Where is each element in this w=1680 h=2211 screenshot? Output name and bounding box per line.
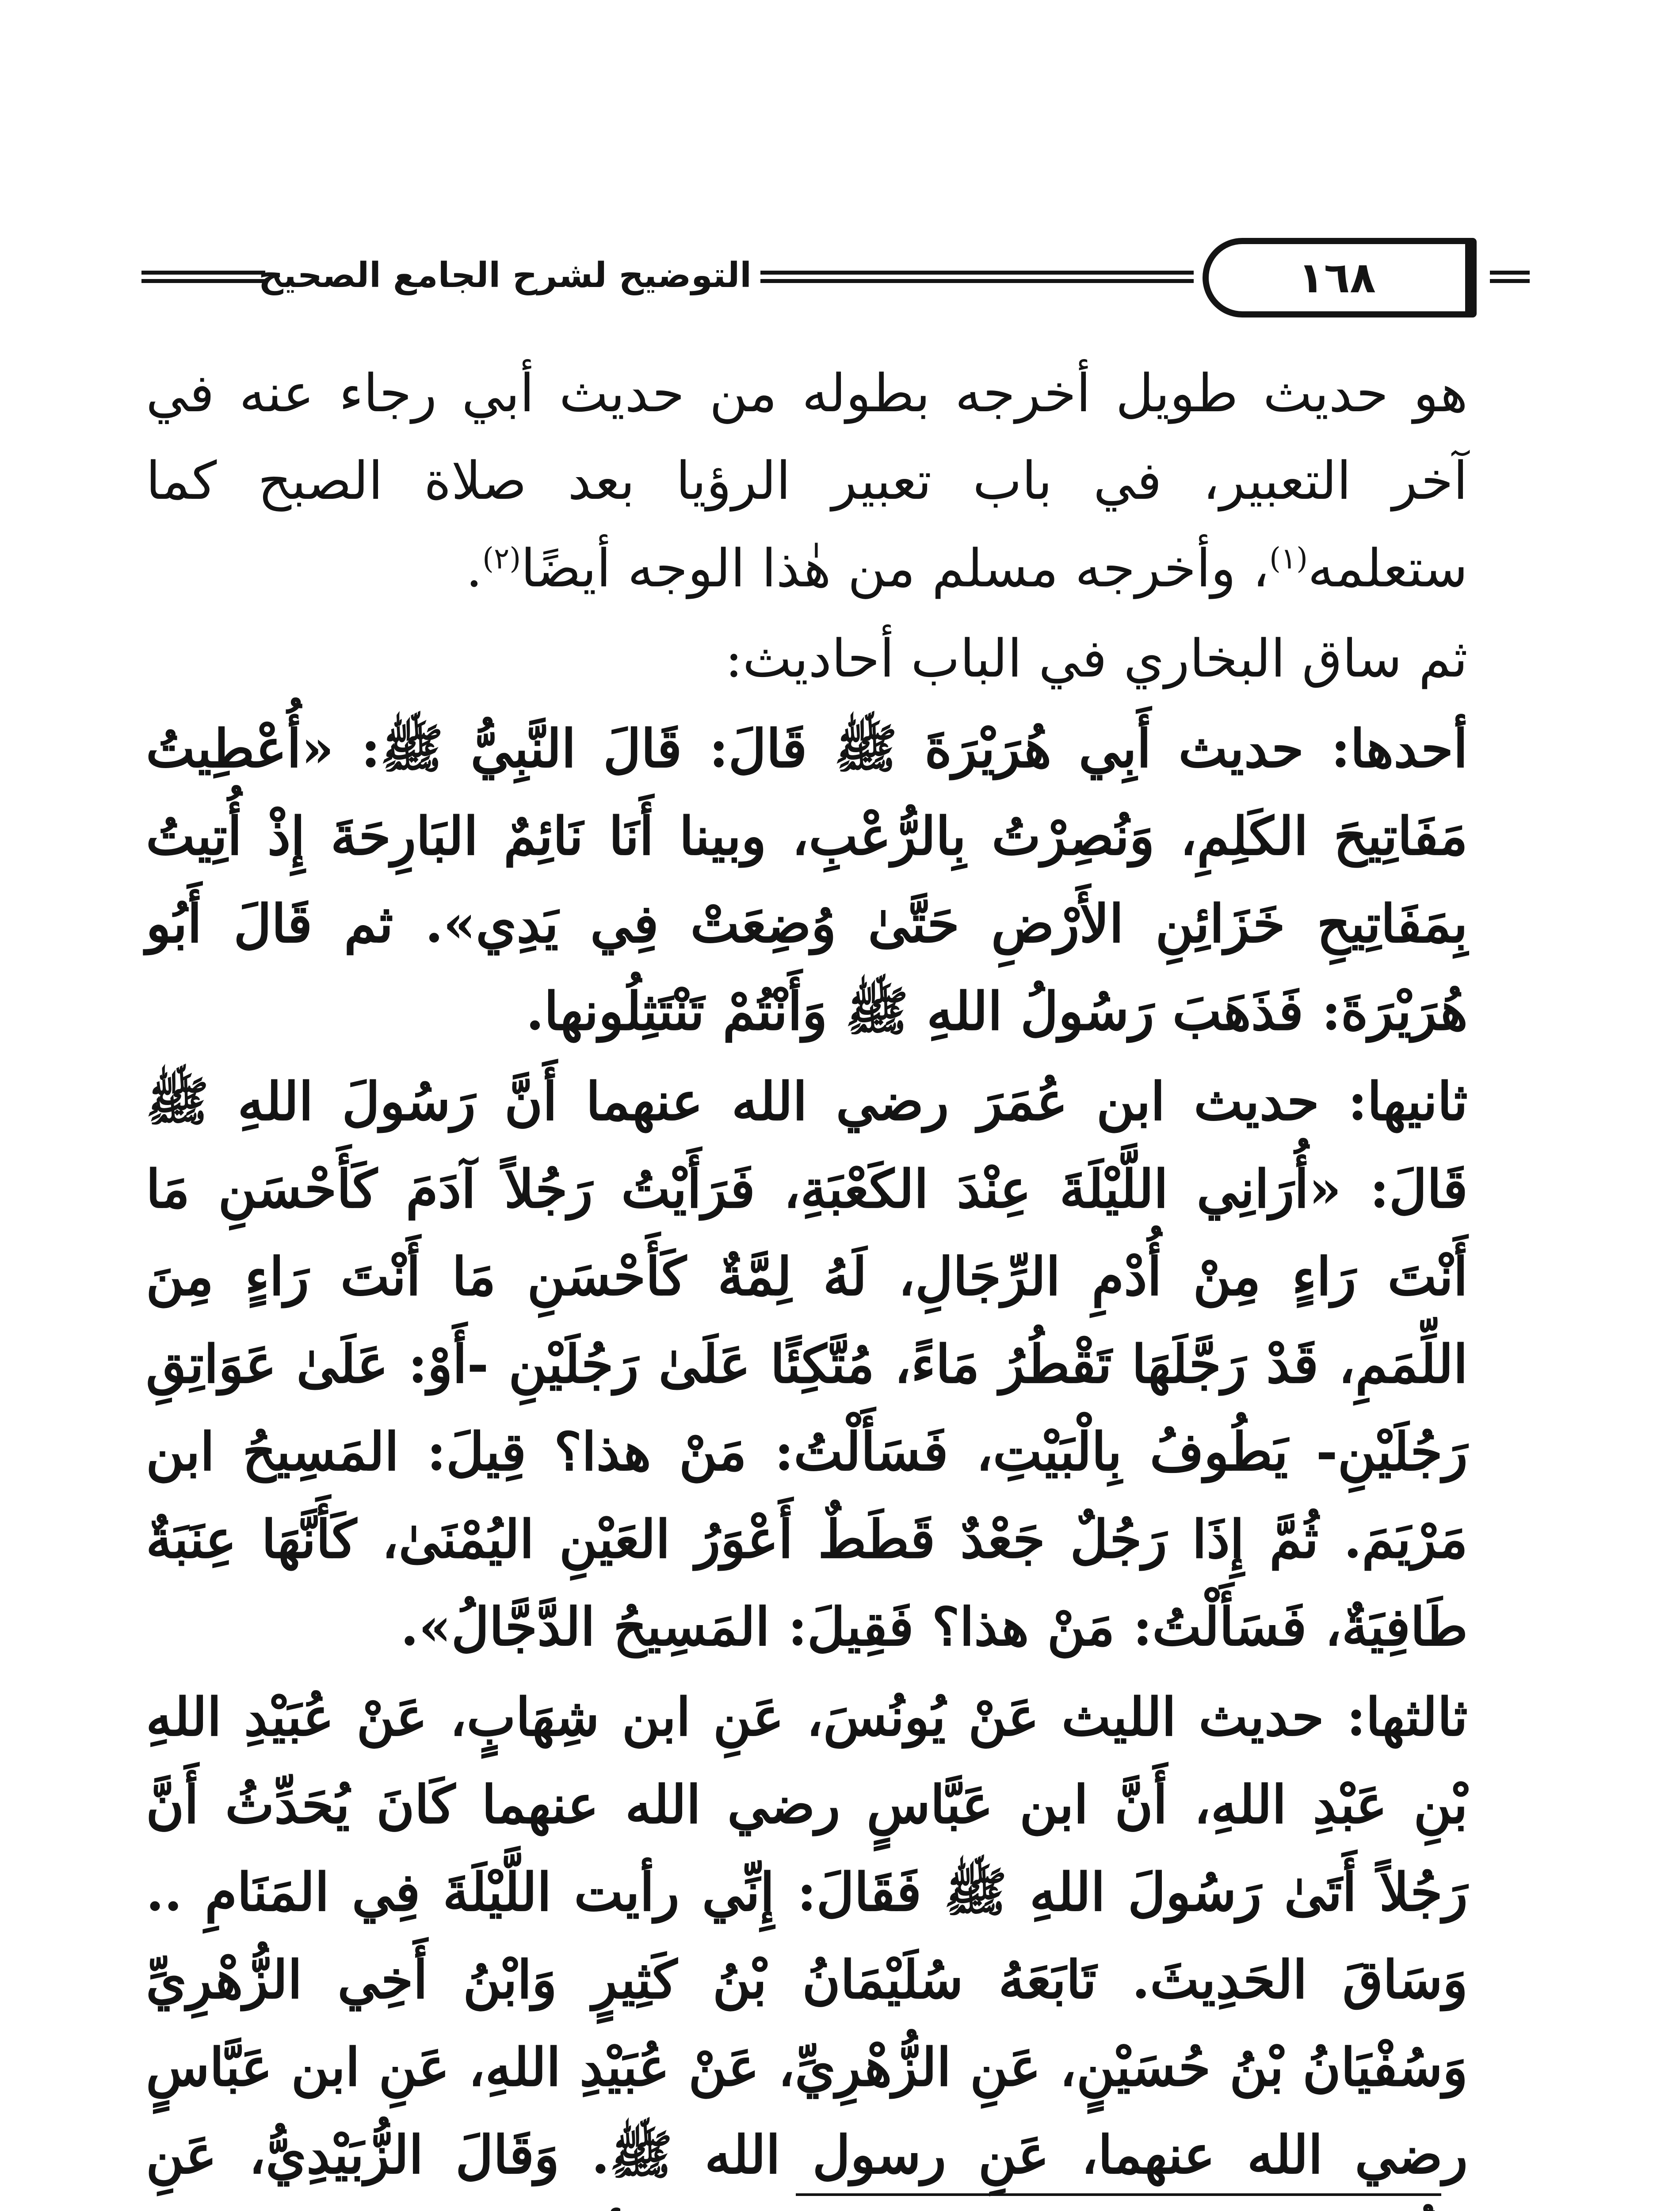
paragraph-text: .: [466, 538, 483, 599]
paragraph-text: هو حديث طويل أخرجه بطوله من حديث أبي رجاء عنه في آخر التعبير، في باب تعبير الرؤيا بعد صلاة الصبح كما ستعلمه: [146, 363, 1468, 599]
running-title: التوضيح لشرح الجامع الصحيح: [258, 256, 752, 295]
paragraph-lead: أحدها:: [1331, 718, 1468, 779]
footnote-marker[interactable]: (٢): [482, 541, 521, 576]
paragraph-hadith-1: [146, 705, 1468, 1055]
footnote-marker[interactable]: (١): [1269, 541, 1308, 576]
paragraph-text: ثم ساق البخاري في الباب أحاديث:: [725, 628, 1468, 689]
running-header: [141, 230, 1530, 332]
paragraph-intro: [146, 349, 1468, 612]
header-rule-right: [1490, 271, 1530, 283]
main-text: [146, 349, 1468, 2211]
paragraph-text: حديث الليث عَنْ يُونُسَ، عَنِ ابن شِهَابٍ، عَنْ عُبَيْدِ اللهِ بْنِ عَبْدِ اللهِ، أَنَّ ابن عَبَّاسٍ رضي الله عنهما كَانَ يُحَدِّثُ أَنَّ رَجُلاً أَتَىٰ رَسُولَ اللهِ ﷺ فَقَالَ: إِنِّي رأيت اللَّيْلَةَ فِي المَنَامِ .. وَسَاقَ الحَدِيثَ. تَابَعَهُ سُلَيْمَانُ بْنُ كَثِيرٍ وَابْنُ أَخِي الزُّهْرِيِّ وَسُفْيَانُ بْنُ حُسَيْنٍ، عَنِ الزُّهْرِيِّ، عَنْ عُبَيْدِ اللهِ، عَنِ ابن عَبَّاسٍ رضي الله عنهما، عَنِ رسول الله ﷺ. وَقَالَ الزُّبَيْدِيُّ، عَنِ: [146, 1686, 1468, 2185]
paragraph-hadith-2: [146, 1058, 1468, 1671]
page-number-badge: [1203, 238, 1477, 317]
paragraph-lead: ثانيها:: [1348, 1071, 1468, 1132]
header-rule-left: [141, 271, 265, 283]
paragraph-hadiths-heading: [146, 615, 1468, 702]
header-rule-middle: [760, 271, 1194, 283]
footnote-separator: [796, 2193, 1441, 2196]
paragraph-text: ، وأخرجه مسلم من هٰذا الوجه أيضًا: [521, 538, 1270, 599]
paragraph-lead: ثالثها:: [1346, 1686, 1468, 1748]
page-number: ١٦٨: [1298, 253, 1376, 302]
paragraph-text: حديث أَبِي هُرَيْرَةَ ﷺ قَالَ: قَالَ النَّبِيُّ ﷺ: «أُعْطِيتُ مَفَاتِيحَ الكَلِمِ، وَنُصِرْتُ بِالرُّعْبِ، وبينا أَنَا نَائِمٌ البَارِحَةَ إِذْ أُتِيتُ بِمَفَاتِيحِ خَزَائِنِ الأَرْضِ حَتَّىٰ وُضِعَتْ فِي يَدِي». ثم قَالَ أَبُو هُرَيْرَةَ: فَذَهَبَ رَسُولُ اللهِ ﷺ وَأَنْتُمْ تَنْتَثِلُونها.: [146, 718, 1468, 1042]
paragraph-text: حديث ابن عُمَرَ رضي الله عنهما أَنَّ رَسُولَ اللهِ ﷺ قَالَ: «أُرَانِي اللَّيْلَةَ عِنْدَ الكَعْبَةِ، فَرَأَيْتُ رَجُلاً آدَمَ كَأَحْسَنِ مَا أَنْتَ رَاءٍ مِنْ أُدْمِ الرِّجَالِ، لَهُ لِمَّةٌ كَأَحْسَنِ مَا أَنْتَ رَاءٍ مِنَ اللِّمَمِ، قَدْ رَجَّلَهَا تَقْطُرُ مَاءً، مُتَّكِئًا عَلَىٰ رَجُلَيْنِ -أَوْ: عَلَىٰ عَوَاتِقِ رَجُلَيْنِ- يَطُوفُ بِالْبَيْتِ، فَسَأَلْتُ: مَنْ هذا؟ قِيلَ: المَسِيحُ ابن مَرْيَمَ. ثُمَّ إِذَا رَجُلٌ جَعْدٌ قَطَطٌ أَعْوَرُ العَيْنِ اليُمْنَىٰ، كَأَنَّهَا عِنَبَةٌ طَافِيَةٌ، فَسَأَلْتُ: مَنْ هذا؟ فَقِيلَ: المَسِيحُ الدَّجَّالُ».: [146, 1071, 1468, 1657]
paragraph-hadith-3: [146, 1673, 1468, 2211]
